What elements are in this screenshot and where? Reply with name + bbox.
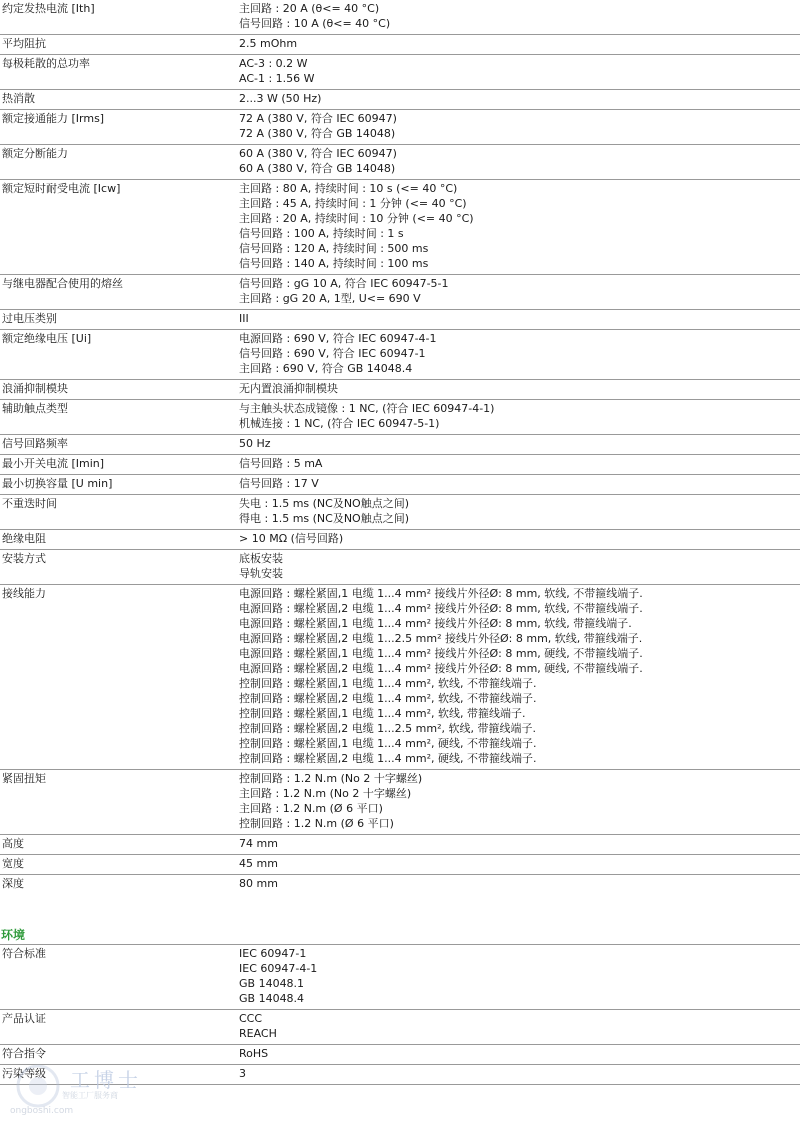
spec-values <box>228 310 800 329</box>
spec-values <box>228 435 800 454</box>
spec-values <box>228 0 800 34</box>
spec-values <box>228 380 800 399</box>
spec-value: 导轨安装 <box>239 567 283 580</box>
spec-values <box>228 330 800 379</box>
spec-value: 信号回路 : 17 V <box>239 477 319 490</box>
spec-value: 信号回路 : gG 10 A, 符合 IEC 60947-5-1 <box>239 277 449 290</box>
spec-row <box>0 434 800 454</box>
spec-value: 主回路 : gG 20 A, 1型, U<= 690 V <box>239 292 421 305</box>
spec-label: 安装方式 <box>2 552 46 565</box>
spec-row <box>0 89 800 109</box>
spec-label: 高度 <box>2 837 24 850</box>
spec-value: 3 <box>239 1067 246 1080</box>
spec-value: CCC <box>239 1012 263 1025</box>
spec-row <box>0 1009 800 1044</box>
spec-value: AC-1 : 1.56 W <box>239 72 315 85</box>
spec-label: 符合指令 <box>2 1047 46 1060</box>
spec-value: 主回路 : 80 A, 持续时间 : 10 s (<= 40 °C) <box>239 182 458 195</box>
spec-value: 控制回路 : 1.2 N.m (No 2 十字螺丝) <box>239 772 423 785</box>
spec-row <box>0 379 800 399</box>
spec-row <box>0 945 800 1009</box>
spec-label: 过电压类别 <box>2 312 57 325</box>
spec-row <box>0 494 800 529</box>
watermark-subtitle: 智能工厂服务商 <box>62 1091 118 1100</box>
spec-label: 不重迭时间 <box>2 497 57 510</box>
spec-row <box>0 274 800 309</box>
spec-label: 额定短时耐受电流 [Icw] <box>2 182 121 195</box>
spec-label: 浪涌抑制模块 <box>2 382 68 395</box>
spec-row <box>0 454 800 474</box>
spec-values <box>228 1010 800 1044</box>
spec-value: > 10 MΩ (信号回路) <box>239 532 344 545</box>
spec-value: IEC 60947-1 <box>239 947 307 960</box>
spec-values <box>228 495 800 529</box>
spec-row <box>0 834 800 854</box>
spec-values <box>228 1045 800 1064</box>
spec-value: GB 14048.4 <box>239 992 305 1005</box>
spec-value: 45 mm <box>239 857 278 870</box>
spec-label: 紧固扭矩 <box>2 772 46 785</box>
spec-value: 控制回路 : 螺栓紧固,2 电缆 1...4 mm², 软线, 不带箍线端子. <box>239 692 537 705</box>
spec-value: 无内置浪涌抑制模块 <box>239 382 338 395</box>
spec-row <box>0 54 800 89</box>
bottom-rule <box>0 1084 800 1085</box>
spec-values <box>228 1065 800 1084</box>
spec-value: 信号回路 : 10 A (θ<= 40 °C) <box>239 17 391 30</box>
spec-row <box>0 309 800 329</box>
spec-label: 宽度 <box>2 857 24 870</box>
spec-label: 信号回路频率 <box>2 437 68 450</box>
section-title-environment: 环境 <box>0 927 800 945</box>
spec-value: 72 A (380 V, 符合 GB 14048) <box>239 127 396 140</box>
spec-values <box>228 945 800 1009</box>
spec-label: 每极耗散的总功率 <box>2 57 90 70</box>
spec-row <box>0 34 800 54</box>
spec-label: 最小开关电流 [Imin] <box>2 457 105 470</box>
spec-row <box>0 474 800 494</box>
spec-values <box>228 455 800 474</box>
spec-value: 72 A (380 V, 符合 IEC 60947) <box>239 112 397 125</box>
spec-label: 与继电器配合使用的熔丝 <box>2 277 123 290</box>
spec-value: 74 mm <box>239 837 278 850</box>
spec-value: 电源回路 : 螺栓紧固,2 电缆 1...4 mm² 接线片外径Ø: 8 mm, 硬线, 不带箍线端子. <box>239 662 643 675</box>
spec-values <box>228 180 800 274</box>
spec-value: 信号回路 : 5 mA <box>239 457 323 470</box>
spec-values <box>228 145 800 179</box>
spec-label: 绝缘电阻 <box>2 532 46 545</box>
spec-value: 控制回路 : 螺栓紧固,1 电缆 1...4 mm², 硬线, 不带箍线端子. <box>239 737 537 750</box>
spec-value: 信号回路 : 120 A, 持续时间 : 500 ms <box>239 242 429 255</box>
watermark-brand: 工博士 <box>70 1068 142 1092</box>
spec-values <box>228 855 800 874</box>
spec-values <box>228 530 800 549</box>
spec-label: 约定发热电流 [Ith] <box>2 2 95 15</box>
spec-value: 60 A (380 V, 符合 IEC 60947) <box>239 147 397 160</box>
spec-value: 控制回路 : 螺栓紧固,1 电缆 1...4 mm², 软线, 不带箍线端子. <box>239 677 537 690</box>
spec-values <box>228 585 800 769</box>
watermark-url: ongboshi.com <box>10 1106 74 1116</box>
spec-values <box>228 110 800 144</box>
spec-row <box>0 329 800 379</box>
spec-row <box>0 549 800 584</box>
environment-table <box>0 945 800 1084</box>
spec-values <box>228 875 800 894</box>
spec-label: 产品认证 <box>2 1012 46 1025</box>
spec-value: 电源回路 : 螺栓紧固,1 电缆 1...4 mm² 接线片外径Ø: 8 mm, 软线, 不带箍线端子. <box>239 587 643 600</box>
spec-value: 信号回路 : 690 V, 符合 IEC 60947-1 <box>239 347 426 360</box>
spec-value: AC-3 : 0.2 W <box>239 57 308 70</box>
spec-values <box>228 35 800 54</box>
spec-value: 信号回路 : 140 A, 持续时间 : 100 ms <box>239 257 429 270</box>
spec-row <box>0 109 800 144</box>
spec-label: 污染等级 <box>2 1067 46 1080</box>
spec-value: 80 mm <box>239 877 278 890</box>
spec-value: 控制回路 : 1.2 N.m (Ø 6 平口) <box>239 817 394 830</box>
spec-value: 电源回路 : 螺栓紧固,1 电缆 1...4 mm² 接线片外径Ø: 8 mm, 硬线, 不带箍线端子. <box>239 647 643 660</box>
spec-value: III <box>239 312 249 325</box>
spec-label: 接线能力 <box>2 587 46 600</box>
spec-label: 热消散 <box>2 92 35 105</box>
spec-value: REACH <box>239 1027 277 1040</box>
spec-row <box>0 1064 800 1084</box>
spec-value: 电源回路 : 螺栓紧固,2 电缆 1...4 mm² 接线片外径Ø: 8 mm, 软线, 不带箍线端子. <box>239 602 643 615</box>
spec-value: 主回路 : 1.2 N.m (No 2 十字螺丝) <box>239 787 412 800</box>
spec-row <box>0 144 800 179</box>
spec-value: 控制回路 : 螺栓紧固,2 电缆 1...4 mm², 硬线, 不带箍线端子. <box>239 752 537 765</box>
spec-label: 额定接通能力 [Irms] <box>2 112 105 125</box>
spec-row <box>0 874 800 894</box>
spec-value: 2...3 W (50 Hz) <box>239 92 322 105</box>
spec-values <box>228 275 800 309</box>
spec-label: 额定分断能力 <box>2 147 68 160</box>
spec-value: 失电 : 1.5 ms (NC及NO触点之间) <box>239 497 410 510</box>
spec-value: 主回路 : 20 A (θ<= 40 °C) <box>239 2 380 15</box>
spec-row <box>0 1044 800 1064</box>
spec-label: 深度 <box>2 877 24 890</box>
spec-value: 电源回路 : 690 V, 符合 IEC 60947-4-1 <box>239 332 437 345</box>
spec-row <box>0 584 800 769</box>
spec-values <box>228 770 800 834</box>
spec-value: 机械连接 : 1 NC, (符合 IEC 60947-5-1) <box>239 417 440 430</box>
spec-value: 主回路 : 20 A, 持续时间 : 10 分钟 (<= 40 °C) <box>239 212 474 225</box>
spec-row <box>0 0 800 34</box>
spec-row <box>0 769 800 834</box>
spec-value: 控制回路 : 螺栓紧固,2 电缆 1...2.5 mm², 软线, 带箍线端子. <box>239 722 536 735</box>
spec-value: 与主触头状态成镜像 : 1 NC, (符合 IEC 60947-4-1) <box>239 402 495 415</box>
section-gap <box>0 894 800 927</box>
spec-row <box>0 854 800 874</box>
spec-values <box>228 90 800 109</box>
spec-value: 主回路 : 690 V, 符合 GB 14048.4 <box>239 362 413 375</box>
spec-value: 得电 : 1.5 ms (NC及NO触点之间) <box>239 512 410 525</box>
spec-label: 平均阻抗 <box>2 37 46 50</box>
spec-value: 50 Hz <box>239 437 271 450</box>
spec-value: 信号回路 : 100 A, 持续时间 : 1 s <box>239 227 404 240</box>
spec-values <box>228 550 800 584</box>
spec-values <box>228 55 800 89</box>
spec-label: 辅助触点类型 <box>2 402 68 415</box>
spec-value: 主回路 : 1.2 N.m (Ø 6 平口) <box>239 802 383 815</box>
spec-value: 电源回路 : 螺栓紧固,1 电缆 1...4 mm² 接线片外径Ø: 8 mm, 软线, 带箍线端子. <box>239 617 632 630</box>
spec-value: GB 14048.1 <box>239 977 305 990</box>
spec-value: 主回路 : 45 A, 持续时间 : 1 分钟 (<= 40 °C) <box>239 197 467 210</box>
spec-values <box>228 400 800 434</box>
spec-value: IEC 60947-4-1 <box>239 962 318 975</box>
spec-value: RoHS <box>239 1047 269 1060</box>
spec-values <box>228 475 800 494</box>
spec-value: 底板安装 <box>239 552 283 565</box>
spec-value: 2.5 mOhm <box>239 37 298 50</box>
spec-values <box>228 835 800 854</box>
spec-value: 60 A (380 V, 符合 GB 14048) <box>239 162 396 175</box>
spec-row <box>0 399 800 434</box>
spec-row <box>0 179 800 274</box>
spec-value: 控制回路 : 螺栓紧固,1 电缆 1...4 mm², 软线, 带箍线端子. <box>239 707 526 720</box>
spec-row <box>0 529 800 549</box>
spec-label: 最小切换容量 [U min] <box>2 477 113 490</box>
spec-label: 符合标准 <box>2 947 46 960</box>
spec-value: 电源回路 : 螺栓紧固,2 电缆 1...2.5 mm² 接线片外径Ø: 8 mm, 软线, 带箍线端子. <box>239 632 643 645</box>
spec-label: 额定绝缘电压 [Ui] <box>2 332 92 345</box>
